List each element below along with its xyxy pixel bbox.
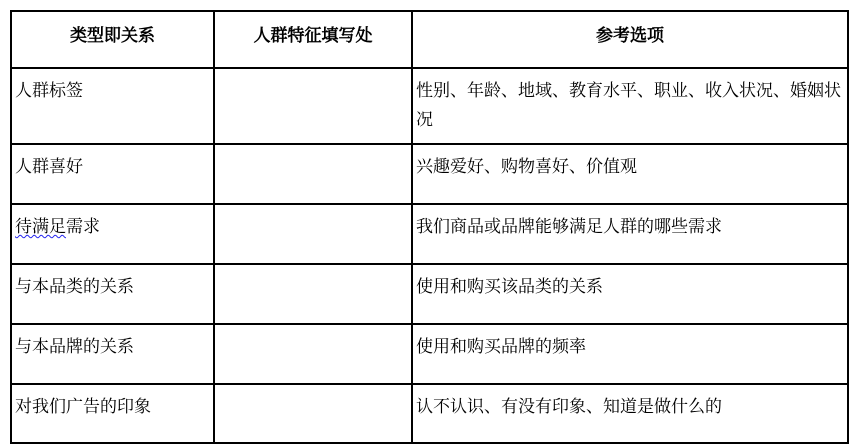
table-row	[11, 324, 848, 384]
table-row	[11, 204, 848, 264]
table-row	[11, 264, 848, 324]
options-text: 使用和购买品牌的频率	[416, 337, 586, 356]
options-text: 使用和购买该品类的关系	[416, 277, 603, 296]
type-cell	[11, 264, 214, 324]
type-label: 与本品牌的关系	[15, 337, 134, 356]
header-fill-label: 人群特征填写处	[253, 26, 373, 45]
options-cell	[412, 324, 848, 384]
type-label: 需求	[66, 217, 100, 236]
fill-in-cell[interactable]	[214, 68, 412, 144]
header-type	[11, 11, 214, 68]
type-label: 对我们广告的印象	[15, 397, 151, 416]
header-fill	[214, 11, 412, 68]
type-cell	[11, 68, 214, 144]
table-row	[11, 384, 848, 443]
wavy-underline-text: 待满足	[15, 217, 66, 236]
type-label: 与本品类的关系	[15, 277, 134, 296]
options-text: 兴趣爱好、购物喜好、价值观	[416, 157, 637, 176]
options-cell	[412, 264, 848, 324]
options-cell	[412, 144, 848, 204]
options-text: 性别、年龄、地域、教育水平、职业、收入状况、婚姻状况	[416, 81, 841, 129]
type-cell	[11, 324, 214, 384]
options-text: 认不认识、有没有印象、知道是做什么的	[416, 397, 722, 416]
audience-profile-table	[10, 10, 849, 444]
fill-in-cell[interactable]	[214, 264, 412, 324]
type-cell	[11, 204, 214, 264]
fill-in-cell[interactable]	[214, 324, 412, 384]
type-label: 人群标签	[15, 81, 83, 100]
type-cell	[11, 384, 214, 443]
options-cell	[412, 68, 848, 144]
options-cell	[412, 384, 848, 443]
type-label: 人群喜好	[15, 157, 83, 176]
fill-in-cell[interactable]	[214, 384, 412, 443]
table-row	[11, 68, 848, 144]
fill-in-cell[interactable]	[214, 144, 412, 204]
options-cell	[412, 204, 848, 264]
header-type-label: 类型即关系	[70, 26, 155, 45]
options-text: 我们商品或品牌能够满足人群的哪些需求	[416, 217, 722, 236]
fill-in-cell[interactable]	[214, 204, 412, 264]
header-row	[11, 11, 848, 68]
header-options	[412, 11, 848, 68]
table-row	[11, 144, 848, 204]
type-cell	[11, 144, 214, 204]
header-options-label: 参考选项	[596, 26, 664, 45]
